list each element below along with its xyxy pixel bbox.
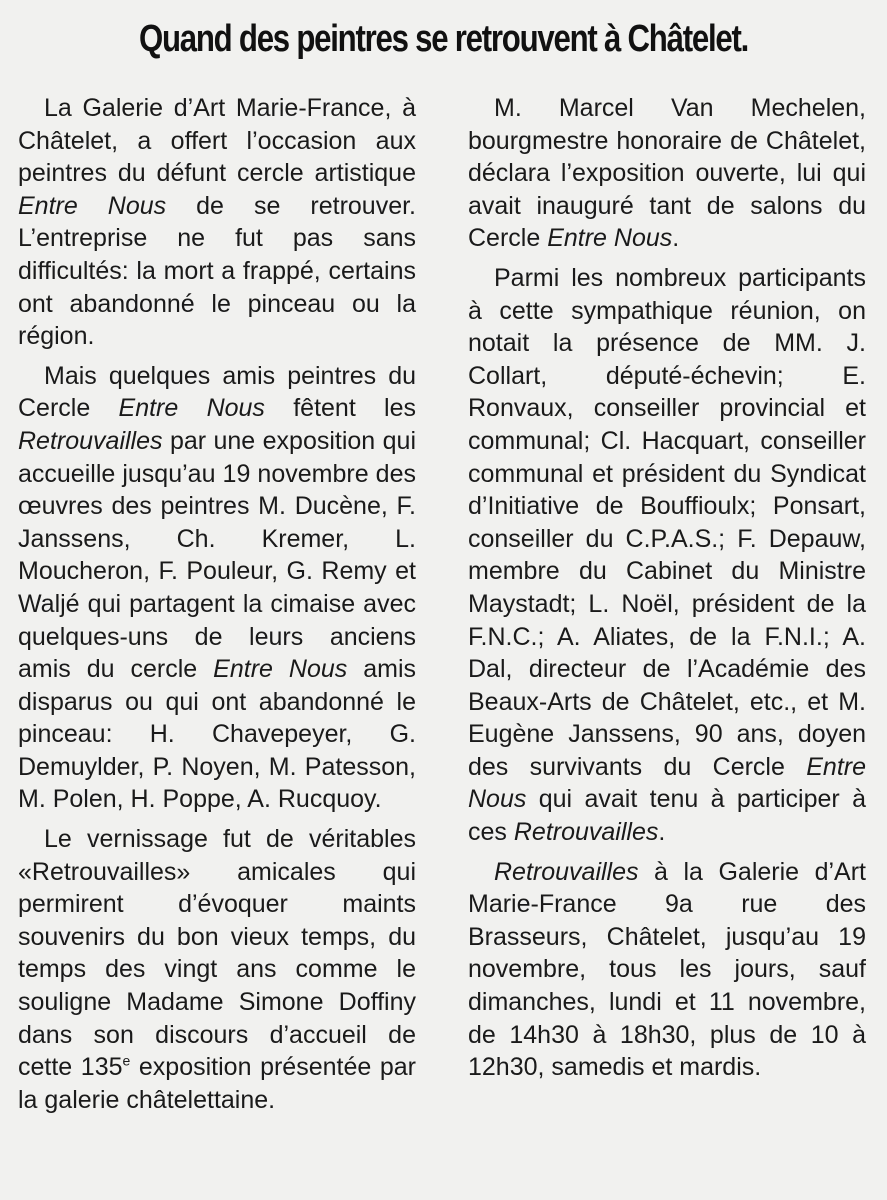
- paragraph-text: La Galerie d’Art Marie-France, à Châtelet, a offert l’occasion aux peintres du défunt cercle artistique: [18, 94, 416, 188]
- paragraph-text: Mais quelques amis peintres du Cercle: [18, 361, 416, 423]
- paragraph-text: de se retrouver. L’entreprise ne fut pas sans difficultés: la mort a frappé, certains ont abandonné le pinceau ou la région.: [18, 191, 417, 351]
- paragraph-text: amis disparus ou qui ont abandonné le pinceau: H. Chavepeyer, G. Demuylder, P. Noyen, M. Patesson, M. Polen, H. Poppe, A. Rucquoy.: [18, 655, 416, 814]
- paragraph-text: à la Galerie d’Art Marie-France 9a rue des Brasseurs, Châtelet, jusqu’au 19 novembre, tous les jours, sauf dimanches, lundi et 11 novembre, de 14h30 à 18h30, plus de 10 à 12h30, samedis et mardis.: [468, 857, 866, 1082]
- paragraph-text: fêtent les: [264, 394, 417, 423]
- paragraph-text: qui avait tenu à participer à ces: [468, 785, 866, 847]
- article-paragraph: [18, 92, 416, 353]
- paragraph-text: Parmi les nombreux participants à cette sympathique réunion, on notait la présence de MM. J. Collart, député-échevin; E. Ronvaux, conseiller provincial et communal; Cl. Hacquart, conseiller communal et président du Syndicat d’Initiative de Bouffioulx; Ponsart, conseiller du C.P.A.S.; F. Depauw, membre du Cabinet du Ministre Maystadt; L. Noël, président de la F.N.C.; A. Aliates, de la F.N.I.; A. Dal, directeur de l’Académie des Beaux-Arts de Châtelet, etc., et M. Eugène Janssens, 90 ans, doyen des survivants du Cercle: [468, 263, 866, 781]
- italic-text: Entre Nous: [213, 655, 348, 684]
- italic-text: Entre Nous: [118, 394, 265, 423]
- italic-text: Entre Nous: [547, 224, 673, 253]
- ordinal-superscript: e: [122, 1052, 131, 1069]
- article-paragraph: [468, 92, 866, 255]
- paragraph-text: par une exposition qui accueille jusqu’au 19 novembre des œuvres des peintres M. Ducène, F. Janssens, Ch. Kremer, L. Moucheron, F. Pouleur, G. Remy et Waljé qui partagent la cimaise avec quelques-uns de leurs anciens amis du cercle: [18, 426, 416, 684]
- article-paragraph: [18, 360, 416, 816]
- italic-text: Retrouvailles: [513, 818, 659, 847]
- article-headline: Quand des peintres se retrouvent à Châtelet.: [138, 18, 749, 60]
- paragraph-text: .: [658, 818, 666, 847]
- article-paragraph: [468, 856, 866, 1084]
- article-column-right: [468, 92, 866, 1091]
- italic-text: Retrouvailles: [494, 857, 639, 886]
- paragraph-text: M. Marcel Van Mechelen, bourgmestre honoraire de Châtelet, déclara l’exposition ouverte, lui qui avait inauguré tant de salons du Cercle: [468, 94, 866, 253]
- paragraph-text: Le vernissage fut de véritables «Retrouvailles» amicales qui permirent d’évoquer maints souvenirs du bon vieux temps, du temps des vingt ans comme le souligne Madame Simone Doffiny dans son discours d’accueil de cette 135: [18, 825, 416, 1082]
- italic-text: Entre Nous: [468, 752, 866, 814]
- article-paragraph: [18, 823, 416, 1116]
- paragraph-text: exposition présentée par la galerie châtelettaine.: [18, 1053, 416, 1114]
- paragraph-text: .: [672, 224, 680, 253]
- italic-text: Retrouvailles: [18, 426, 163, 455]
- article-paragraph: [468, 262, 866, 849]
- column-gutter: [442, 92, 443, 1182]
- article-column-left: [18, 92, 416, 1123]
- italic-text: Entre Nous: [18, 191, 167, 220]
